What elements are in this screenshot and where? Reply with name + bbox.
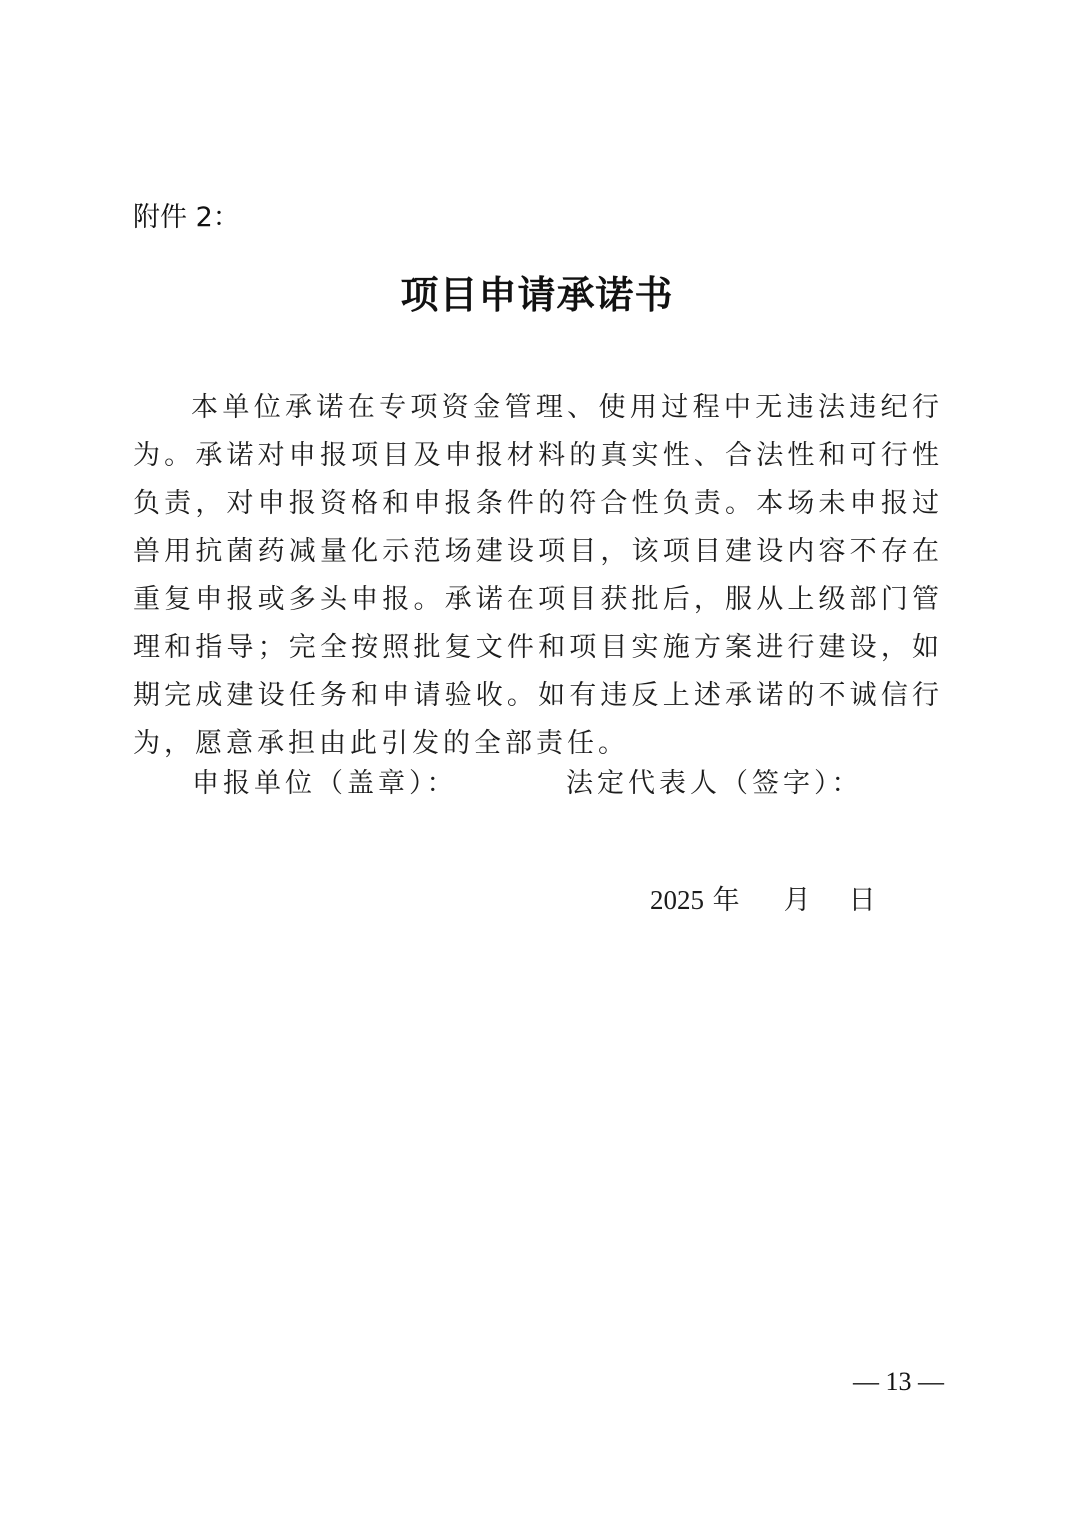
applicant-unit-seal-label: 申报单位（盖章）：	[192, 768, 458, 799]
date-line	[650, 878, 876, 923]
legal-representative-signature-label: 法定代表人（签字）：	[566, 768, 863, 799]
document-title: 项目申请承诺书	[400, 272, 674, 317]
page-number: — 13 —	[853, 1367, 944, 1396]
commitment-body: 本单位承诺在专项资金管理、使用过程中无违法违纪行为。承诺对申报项目及申报材料的真实性、合法性和可行性负责，对申报资格和申报条件的符合性负责。本场未申报过兽用抗菌药减量化示范场建设项目，该项目建设内容不存在重复申报或多头申报。承诺在项目获批后，服从上级部门管理和指导；完全按照批复文件和项目实施方案进行建设，如期完成建设任务和申请验收。如有违反上述承诺的不诚信行为，愿意承担由此引发的全部责任。	[133, 392, 943, 759]
date-year: 2025	[650, 885, 704, 915]
date-day-unit: 日	[848, 885, 876, 916]
date-year-unit: 年	[712, 885, 740, 916]
date-month-unit: 月	[783, 885, 811, 916]
attachment-label: 附件 2：	[133, 202, 240, 233]
